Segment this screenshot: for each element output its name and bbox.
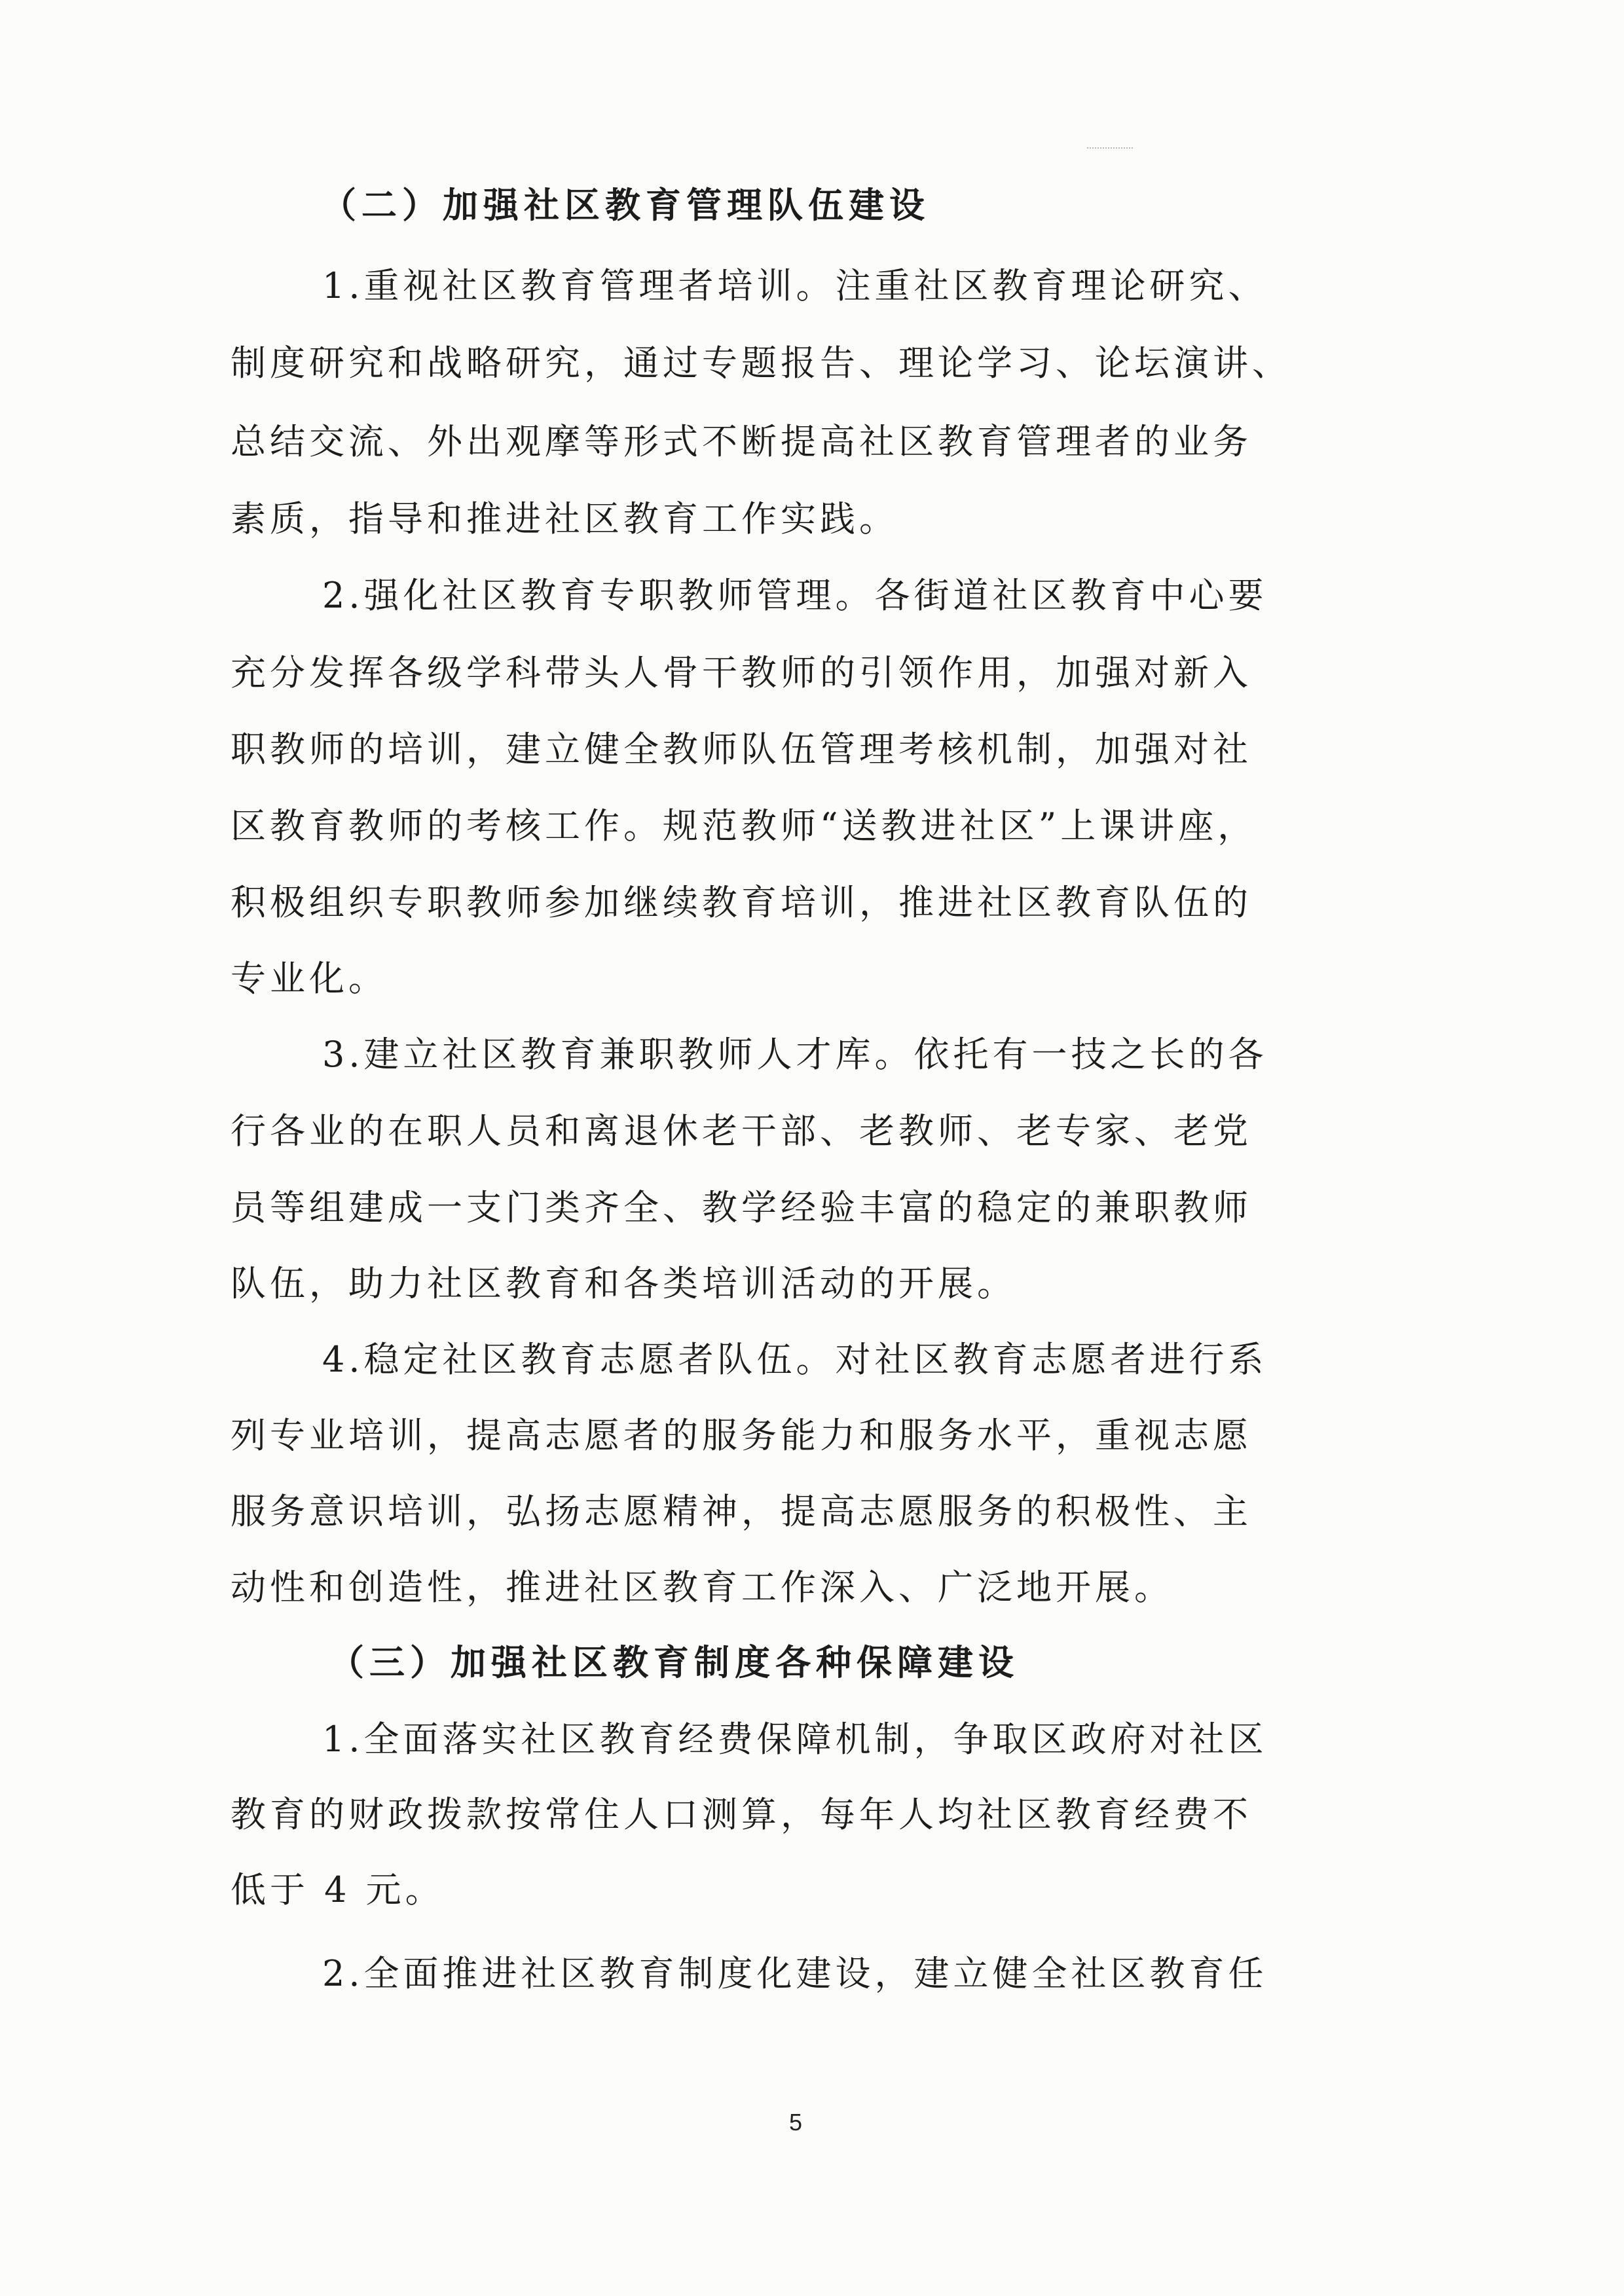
paragraph-line: 职教师的培训，建立健全教师队伍管理考核机制，加强对社: [231, 729, 1252, 770]
scan-artifact: [1087, 147, 1133, 150]
paragraph-line: 4.稳定社区教育志愿者队伍。对社区教育志愿者进行系: [322, 1339, 1268, 1380]
paragraph-line: 1.重视社区教育管理者培训。注重社区教育理论研究、: [322, 265, 1268, 306]
paragraph-line: 服务意识培训，弘扬志愿精神，提高志愿服务的积极性、主: [231, 1491, 1252, 1532]
paragraph-line: 队伍，助力社区教育和各类培训活动的开展。: [231, 1263, 1016, 1304]
paragraph-line: 素质，指导和推进社区教育工作实践。: [231, 498, 898, 539]
paragraph-line: 积极组织专职教师参加继续教育培训，推进社区教育队伍的: [231, 882, 1252, 923]
paragraph-line: 动性和创造性，推进社区教育工作深入、广泛地开展。: [231, 1567, 1173, 1608]
section-heading-three: （三）加强社区教育制度各种保障建设: [329, 1642, 1019, 1683]
paragraph-line: 3.建立社区教育兼职教师人才库。依托有一技之长的各: [322, 1034, 1268, 1075]
paragraph-line: 低于 4 元。: [231, 1869, 445, 1910]
paragraph-line: 专业化。: [231, 958, 388, 999]
page-number: 5: [789, 2109, 803, 2136]
paragraph-line: 2.强化社区教育专职教师管理。各街道社区教育中心要: [322, 575, 1268, 616]
paragraph-line: 行各业的在职人员和离退休老干部、老教师、老专家、老党: [231, 1110, 1252, 1152]
paragraph-line: 总结交流、外出观摩等形式不断提高社区教育管理者的业务: [231, 421, 1252, 462]
paragraph-line: 员等组建成一支门类齐全、教学经验丰富的稳定的兼职教师: [231, 1187, 1252, 1228]
paragraph-line: 区教育教师的考核工作。规范教师“送教进社区”上课讲座，: [231, 805, 1257, 847]
section-heading-two: （二）加强社区教育管理队伍建设: [321, 185, 930, 226]
paragraph-line: 制度研究和战略研究，通过专题报告、理论学习、论坛演讲、: [231, 342, 1291, 384]
paragraph-line: 2.全面推进社区教育制度化建设，建立健全社区教育任: [322, 1953, 1268, 1994]
paragraph-line: 1.全面落实社区教育经费保障机制，争取区政府对社区: [322, 1719, 1268, 1760]
paragraph-line: 列专业培训，提高志愿者的服务能力和服务水平，重视志愿: [231, 1415, 1252, 1456]
paragraph-line: 充分发挥各级学科带头人骨干教师的引领作用，加强对新入: [231, 652, 1252, 693]
paragraph-line: 教育的财政拨款按常住人口测算，每年人均社区教育经费不: [231, 1794, 1252, 1835]
